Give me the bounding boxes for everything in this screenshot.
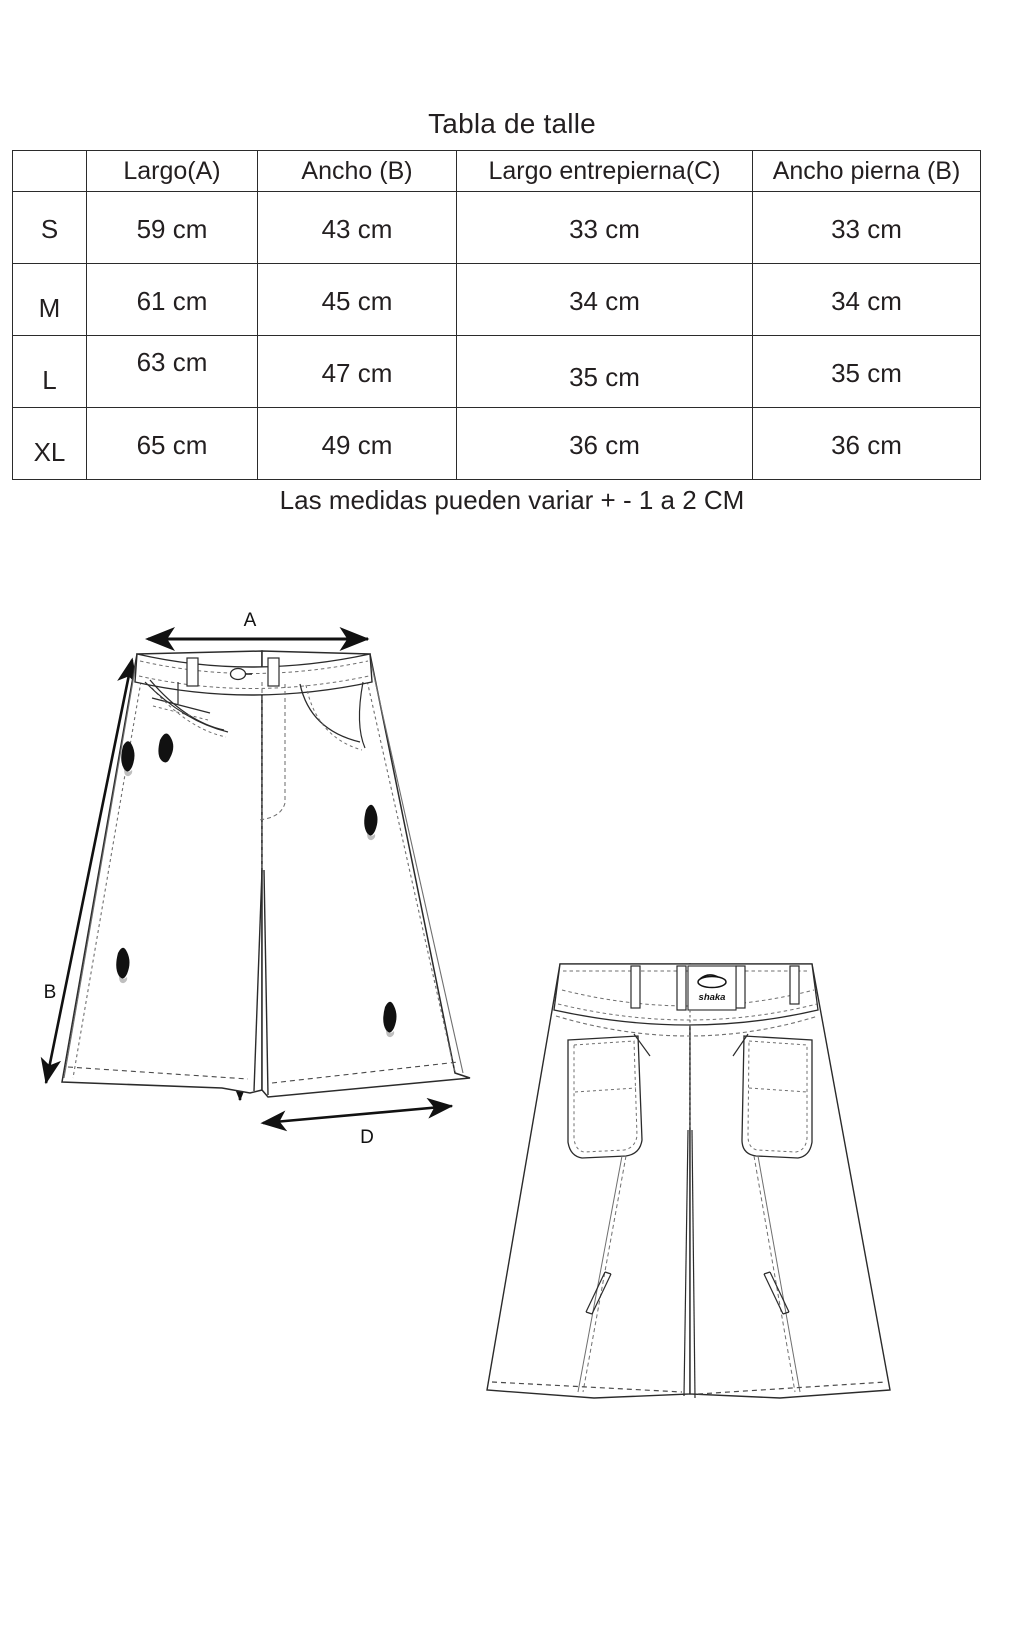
brand-patch: [688, 966, 736, 1010]
dimension-label-d: D: [360, 1127, 374, 1148]
dimension-arrow-a: [148, 610, 368, 639]
back-garment-outline: [487, 964, 890, 1398]
cell-entrepierna: 34 cm: [457, 264, 753, 336]
cell-ancho: 47 cm: [258, 336, 457, 408]
front-garment-outline: [62, 651, 470, 1097]
cell-largo: 61 cm: [87, 264, 258, 336]
column-header-ancho-pierna: Ancho pierna (B): [753, 151, 981, 192]
column-header-size: [13, 151, 87, 192]
cell-pierna: 34 cm: [753, 264, 981, 336]
cell-ancho: 49 cm: [258, 408, 457, 480]
measurement-tolerance-note: Las medidas pueden variar + - 1 a 2 CM: [279, 485, 745, 515]
dimension-label-a: A: [243, 610, 257, 631]
page-title: Tabla de talle: [428, 108, 596, 139]
back-pocket-left: [568, 1036, 642, 1158]
table-row: [13, 264, 981, 336]
size-chart-table: [12, 150, 981, 480]
dimension-arrow-d: [263, 1106, 452, 1148]
cell-largo: 59 cm: [87, 192, 258, 264]
cell-entrepierna: 36 cm: [457, 408, 753, 480]
dimension-label-b: B: [43, 982, 57, 1003]
table-row: [13, 336, 981, 408]
column-header-largo-entrepierna: Largo entrepierna(C): [457, 151, 753, 192]
cell-ancho: 43 cm: [258, 192, 457, 264]
cell-size: S: [13, 192, 87, 264]
table-row: [13, 408, 981, 480]
table-header-row: [13, 151, 981, 192]
cell-size: M: [13, 264, 87, 336]
table-row: [13, 192, 981, 264]
back-view-illustration: [487, 964, 890, 1398]
technical-drawings: [0, 570, 1024, 1580]
back-pocket-right: [742, 1036, 812, 1158]
cell-largo: 63 cm: [87, 336, 258, 408]
front-view-illustration: [44, 610, 470, 1148]
cell-pierna: 33 cm: [753, 192, 981, 264]
cell-size: L: [13, 336, 87, 408]
column-header-ancho: Ancho (B): [258, 151, 457, 192]
column-header-largo: Largo(A): [87, 151, 258, 192]
cell-ancho: 45 cm: [258, 264, 457, 336]
cell-entrepierna: 35 cm: [457, 336, 753, 408]
cell-pierna: 35 cm: [753, 336, 981, 408]
cell-entrepierna: 33 cm: [457, 192, 753, 264]
brand-logo-text: shaka: [698, 992, 726, 1003]
cell-size: XL: [13, 408, 87, 480]
cell-pierna: 36 cm: [753, 408, 981, 480]
cell-largo: 65 cm: [87, 408, 258, 480]
